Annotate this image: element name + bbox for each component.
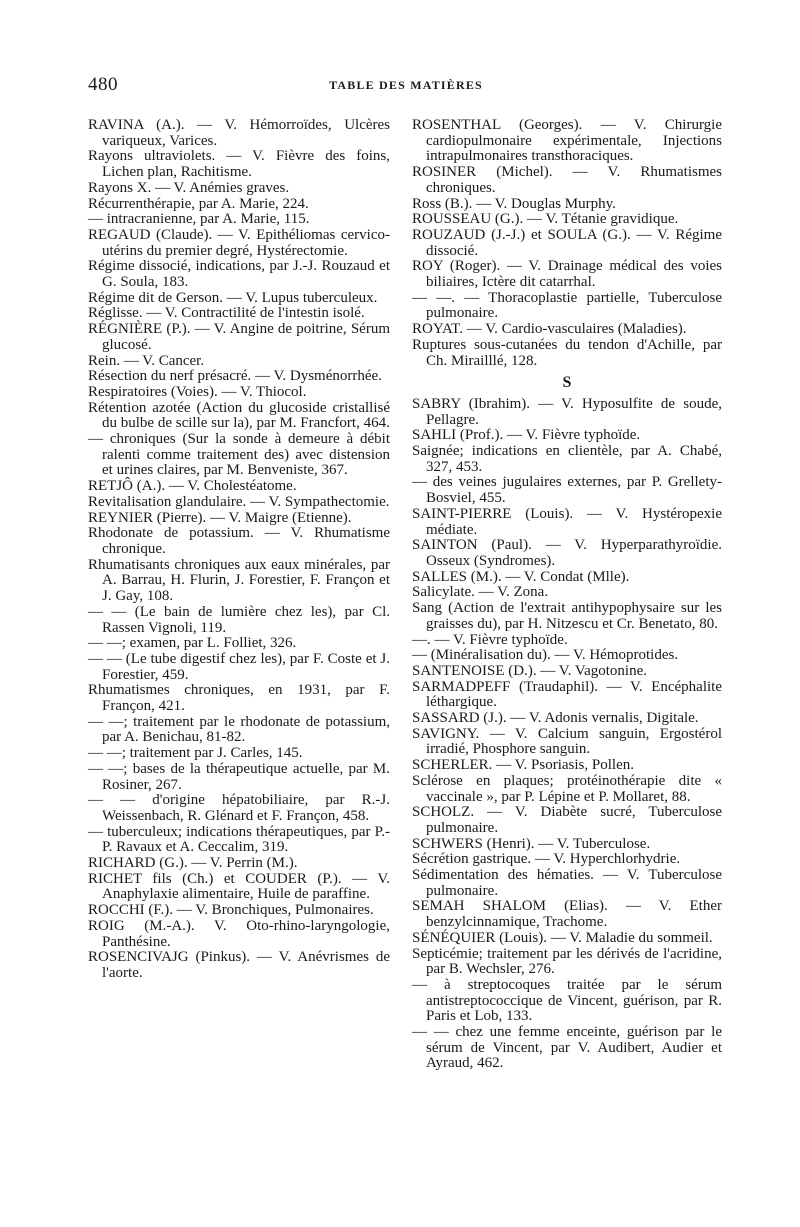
- index-entry: SABRY (Ibrahim). — V. Hyposulfite de soude, Pellagre.: [412, 395, 722, 428]
- index-entry: RÉGNIÈRE (P.). — V. Angine de poitrine, Sérum glucosé.: [88, 321, 390, 353]
- index-entry: SCHERLER. — V. Psoriasis, Pollen.: [412, 757, 634, 774]
- index-entry: — —; examen, par L. Folliet, 326.: [88, 635, 297, 652]
- index-entry: SAHLI (Prof.). — V. Fièvre typhoïde.: [412, 427, 641, 444]
- index-entry: ROYAT. — V. Cardio-vasculaires (Maladies).: [412, 321, 687, 338]
- index-entry: — (Minéralisation du). — V. Hémoprotides.: [412, 647, 679, 664]
- index-entry: Régime dit de Gerson. — V. Lupus tuberculeux.: [88, 289, 378, 306]
- index-entry: Récurrenthérapie, par A. Marie, 224.: [88, 195, 309, 212]
- index-entry: REYNIER (Pierre). — V. Maigre (Etienne).: [88, 509, 352, 526]
- index-entry: Rhodonate de potassium. — V. Rhumatisme chronique.: [88, 525, 390, 557]
- index-entry: Ross (B.). — V. Douglas Murphy.: [412, 195, 616, 212]
- index-entry: SANTENOISE (D.). — V. Vagotonine.: [412, 662, 647, 679]
- index-entry: RETJÔ (A.). — V. Cholestéatome.: [88, 478, 297, 495]
- index-entry: Rhumatisants chroniques aux eaux minérales, par A. Barrau, H. Flurin, J. Forestier, F. Françon et J. Gay, 108.: [88, 556, 390, 605]
- index-entry: Rayons X. — V. Anémies graves.: [88, 179, 290, 196]
- index-entry: — tuberculeux; indications thérapeutiques, par P.-P. Ravaux et A. Ceccalim, 319.: [88, 823, 390, 856]
- section-letter: S: [562, 374, 572, 392]
- index-entry: Saignée; indications en clientèle, par A. Chabé, 327, 453.: [412, 443, 722, 475]
- index-entry: SARMADPEFF (Traudaphil). — V. Encéphalite léthargique.: [412, 678, 722, 711]
- index-entry: — des veines jugulaires externes, par P. Grellety-Bosviel, 455.: [412, 474, 722, 507]
- index-entry: Sclérose en plaques; protéinothérapie dite « vaccinale », par P. Lépine et P. Mollaret, 88.: [412, 772, 722, 805]
- page-header: [88, 74, 724, 96]
- index-column-left: [88, 118, 390, 982]
- index-entry: Résection du nerf présacré. — V. Dysménorrhée.: [88, 368, 382, 385]
- index-entry: ROUZAUD (J.-J.) et SOULA (G.). — V. Régime dissocié.: [412, 226, 722, 259]
- index-entry: ROSENTHAL (Georges). — V. Chirurgie cardiopulmonaire expérimentale, Injections intrapulmonaires transthoraciques.: [412, 117, 722, 165]
- index-entry: Réglisse. — V. Contractilité de l'intestin isolé.: [88, 305, 365, 322]
- index-entry: Rétention azotée (Action du glucoside cristallisé du bulbe de scille sur la), par M. Francfort, 464.: [88, 399, 390, 432]
- index-entry: Sédimentation des hématies. — V. Tuberculose pulmonaire.: [412, 867, 722, 899]
- index-entry: Revitalisation glandulaire. — V. Sympathectomie.: [88, 493, 390, 510]
- index-entry: — — d'origine hépatobiliaire, par R.-J. Weissenbach, R. Glénard et F. Françon, 458.: [88, 792, 390, 824]
- index-entry: REGAUD (Claude). — V. Epithéliomas cervico-utérins du premier degré, Hystérectomie.: [88, 226, 390, 259]
- index-entry: SEMAH SHALOM (Elias). — V. Ether benzylcinnamique, Trachome.: [412, 898, 722, 931]
- index-entry: —. — V. Fièvre typhoïde.: [412, 631, 568, 648]
- index-entry: SCHOLZ. — V. Diabète sucré, Tuberculose pulmonaire.: [412, 804, 722, 836]
- index-entry: Ruptures sous-cutanées du tendon d'Achille, par Ch. Mirailllé, 128.: [412, 336, 722, 369]
- index-entry: SÉNÉQUIER (Louis). — V. Maladie du sommeil.: [412, 929, 713, 946]
- index-entry: SAINT-PIERRE (Louis). — V. Hystéropexie médiate.: [412, 505, 722, 538]
- index-entry: Rhumatismes chroniques, en 1931, par F. Françon, 421.: [88, 682, 390, 715]
- index-entry: SCHWERS (Henri). — V. Tuberculose.: [412, 835, 651, 852]
- index-entry: SAINTON (Paul). — V. Hyperparathyroïdie. Osseux (Syndromes).: [412, 537, 722, 569]
- index-entry: Sécrétion gastrique. — V. Hyperchlorhydrie.: [412, 851, 681, 868]
- index-group-s: [412, 397, 722, 1072]
- index-entry: ROSINER (Michel). — V. Rhumatismes chroniques.: [412, 164, 722, 196]
- index-entry: — — (Le tube digestif chez les), par F. Coste et J. Forestier, 459.: [88, 650, 390, 683]
- index-column-right: [412, 118, 722, 1072]
- index-entry: SASSARD (J.). — V. Adonis vernalis, Digitale.: [412, 710, 699, 727]
- index-entry: Rayons ultraviolets. — V. Fièvre des foins, Lichen plan, Rachitisme.: [88, 148, 390, 181]
- index-entry: Septicémie; traitement par les dérivés de l'acridine, par B. Wechsler, 276.: [412, 945, 722, 978]
- index-entry: — —. — Thoracoplastie partielle, Tuberculose pulmonaire.: [412, 289, 722, 322]
- running-title: TABLE DES MATIÈRES: [329, 78, 483, 92]
- index-entry: ROCCHI (F.). — V. Bronchiques, Pulmonaires.: [88, 902, 374, 919]
- index-entry: — chroniques (Sur la sonde à demeure à débit ralenti comme traitement des) avec distension et urines claires, par M. Benveniste, 367.: [88, 431, 390, 479]
- index-entry: Respiratoires (Voies). — V. Thiocol.: [88, 383, 307, 400]
- index-entry: RICHARD (G.). — V. Perrin (M.).: [88, 855, 298, 872]
- index-entry: Salicylate. — V. Zona.: [412, 584, 549, 601]
- index-entry: SAVIGNY. — V. Calcium sanguin, Ergostérol irradié, Phosphore sanguin.: [412, 725, 722, 758]
- index-entry: — à streptocoques traitée par le sérum antistreptococcique de Vincent, guérison, par R. Paris et Lob, 133.: [412, 976, 722, 1025]
- index-entry: ROIG (M.-A.). V. Oto-rhino-laryngologie, Panthésine.: [88, 917, 390, 950]
- index-entry: Sang (Action de l'extrait antihypophysaire sur les graisses du), par H. Nitzescu et Cr. Benetato, 80.: [412, 600, 722, 632]
- index-entry: — intracranienne, par A. Marie, 115.: [88, 211, 310, 228]
- index-entry: — — (Le bain de lumière chez les), par Cl. Rassen Vignoli, 119.: [88, 603, 390, 636]
- index-entry: RAVINA (A.). — V. Hémorroïdes, Ulcères variqueux, Varices.: [88, 117, 390, 149]
- index-entry: — —; bases de la thérapeutique actuelle, par M. Rosiner, 267.: [88, 760, 390, 793]
- index-entry: — —; traitement par J. Carles, 145.: [88, 745, 303, 762]
- index-entry: SALLES (M.). — V. Condat (Mlle).: [412, 568, 630, 585]
- index-entry: ROY (Roger). — V. Drainage médical des voies biliaires, Ictère dit catarrhal.: [412, 258, 722, 291]
- index-entry: Régime dissocié, indications, par J.-J. Rouzaud et G. Soula, 183.: [88, 258, 390, 291]
- index-entry: ROUSSEAU (G.). — V. Tétanie gravidique.: [412, 211, 679, 228]
- index-entry: ROSENCIVAJG (Pinkus). — V. Anévrismes de l'aorte.: [88, 949, 390, 981]
- index-entry: — — chez une femme enceinte, guérison par le sérum de Vincent, par V. Audibert, Audier et Ayraud, 462.: [412, 1024, 722, 1072]
- index-entry: RICHET fils (Ch.) et COUDER (P.). — V. Anaphylaxie alimentaire, Huile de paraffine.: [88, 870, 390, 903]
- page-number: 480: [88, 74, 118, 95]
- index-entry: — —; traitement par le rhodonate de potassium, par A. Benichau, 81-82.: [88, 713, 390, 746]
- index-group-r: [412, 118, 722, 369]
- index-entry: Rein. — V. Cancer.: [88, 352, 205, 369]
